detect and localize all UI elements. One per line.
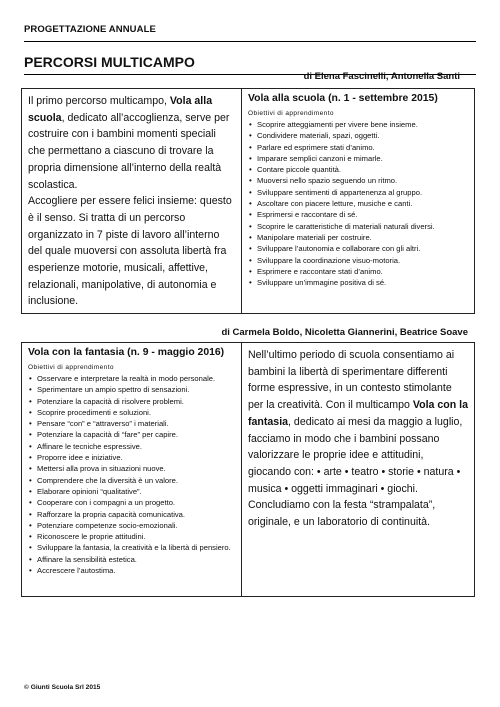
unit-title: Vola con la fantasia (n. 9 - maggio 2016) <box>28 347 225 358</box>
section2-authors: di Carmela Boldo, Nicoletta Giannerini, Beatrice Soave <box>221 327 468 338</box>
objectives-heading: Obiettivi di apprendimento <box>28 364 114 371</box>
objective-item: • Scoprire atteggiamenti per vivere bene insieme. <box>248 119 468 130</box>
objective-item: • Esprimere e raccontare stati d’animo. <box>248 266 468 277</box>
objective-item: • Pensare “con” e “attraverso” i materiali. <box>28 418 235 429</box>
objective-item: • Ascoltare con piacere letture, musiche e canti. <box>248 198 468 209</box>
objective-item: • Potenziare competenze socio-emozionali. <box>28 520 235 531</box>
section1-unit <box>242 89 474 313</box>
objective-item: • Comprendere che la diversità è un valore. <box>28 475 235 486</box>
objective-item: • Sperimentare un ampio spettro di sensazioni. <box>28 384 235 395</box>
objective-item: • Sviluppare la coordinazione visuo-motoria. <box>248 255 468 266</box>
page-title: PERCORSI MULTICAMPO <box>24 54 195 70</box>
objective-item: • Elaborare opinioni “qualitative”. <box>28 486 235 497</box>
closing-paragraph-1: Nell’ultimo periodo di scuola consentiamo ai bambini la libertà di sperimentare differenti forme espressive, in un contesto stimolante per la creatività. Con il multicampo Vola con la fantasia, dedicato ai mesi da maggio a luglio, facciamo in modo che i bambini possano valorizzare le proprie idee e attitudini, giocando con: • arte • teatro • storie • natura • musica • oggetti immaginari • giochi. <box>248 349 469 495</box>
section2-closing <box>242 343 474 596</box>
objective-item: • Sviluppare un’immagine positiva di sé. <box>248 277 468 288</box>
objective-item: • Osservare e interpretare la realtà in modo personale. <box>28 373 235 384</box>
objective-item: • Rafforzare la propria capacità comunicativa. <box>28 509 235 520</box>
closing-unit-name: Vola con la fantasia <box>248 399 469 428</box>
objectives-list <box>28 373 235 576</box>
objective-item: • Cooperare con i compagni a un progetto. <box>28 497 235 508</box>
objective-item: • Scoprire le caratteristiche di materiali naturali diversi. <box>248 221 468 232</box>
objective-item: • Muoversi nello spazio seguendo un ritmo. <box>248 175 468 186</box>
intro-unit-name: Vola alla scuola <box>28 95 213 124</box>
objectives-list <box>248 119 468 288</box>
section1-authors: di Elena Fascinelli, Antonella Santi <box>303 71 460 82</box>
objective-item: • Proporre idee e iniziative. <box>28 452 235 463</box>
unit-title: Vola alla scuola (n. 1 - settembre 2015) <box>248 93 438 104</box>
section1-intro <box>22 89 242 313</box>
section2-box <box>21 342 475 597</box>
objective-item: • Accrescere l’autostima. <box>28 565 235 576</box>
header-rule <box>24 41 476 42</box>
objectives-heading: Obiettivi di apprendimento <box>248 110 334 117</box>
objective-item: • Affinare le tecniche espressive. <box>28 441 235 452</box>
intro-paragraph-2: Accogliere per essere felici insieme: questo è il senso. Si tratta di un percorso organizzato in 7 piste di lavoro all’interno del quale muoversi con assoluta libertà fra esperienze motorie, musicali, affettive, relazionali, manipolative, di autonomia e inclusione. <box>28 195 232 308</box>
objective-item: • Sviluppare sentimenti di appartenenza al gruppo. <box>248 187 468 198</box>
objective-item: • Sviluppare l’autonomia e collaborare con gli altri. <box>248 243 468 254</box>
objective-item: • Contare piccole quantità. <box>248 164 468 175</box>
objective-item: • Manipolare materiali per costruire. <box>248 232 468 243</box>
closing-paragraph-2: Concludiamo con la festa “strampalata”, originale, e un laboratorio di continuità. <box>248 499 436 529</box>
section2-unit <box>22 343 242 596</box>
objective-item: • Mettersi alla prova in situazioni nuove. <box>28 463 235 474</box>
objective-item: • Potenziare la capacità di “fare” per capire. <box>28 429 235 440</box>
objective-item: • Imparare semplici canzoni e mimarle. <box>248 153 468 164</box>
section1-box <box>21 88 475 314</box>
objective-item: • Parlare ed esprimere stati d’animo. <box>248 142 468 153</box>
page-header <box>24 24 476 75</box>
objective-item: • Potenziare la capacità di risolvere problemi. <box>28 396 235 407</box>
objective-item: • Sviluppare la fantasia, la creatività e la libertà di pensiero. <box>28 542 235 553</box>
copyright: © Giunti Scuola Srl 2015 <box>24 684 101 691</box>
objective-item: • Scoprire procedimenti e soluzioni. <box>28 407 235 418</box>
objective-item: • Affinare la sensibilità estetica. <box>28 554 235 565</box>
pre-title: PROGETTAZIONE ANNUALE <box>24 24 156 35</box>
objective-item: • Condividere materiali, spazi, oggetti. <box>248 130 468 141</box>
intro-paragraph-1: Il primo percorso multicampo, Vola alla scuola, dedicato all’accoglienza, serve per costruire con i bambini momenti speciali che permettano a ciascuno di trovare la propria dimensione all’interno della realtà scolastica. <box>28 95 230 191</box>
objective-item: • Riconoscere le proprie attitudini. <box>28 531 235 542</box>
objective-item: • Esprimersi e raccontare di sé. <box>248 209 468 220</box>
